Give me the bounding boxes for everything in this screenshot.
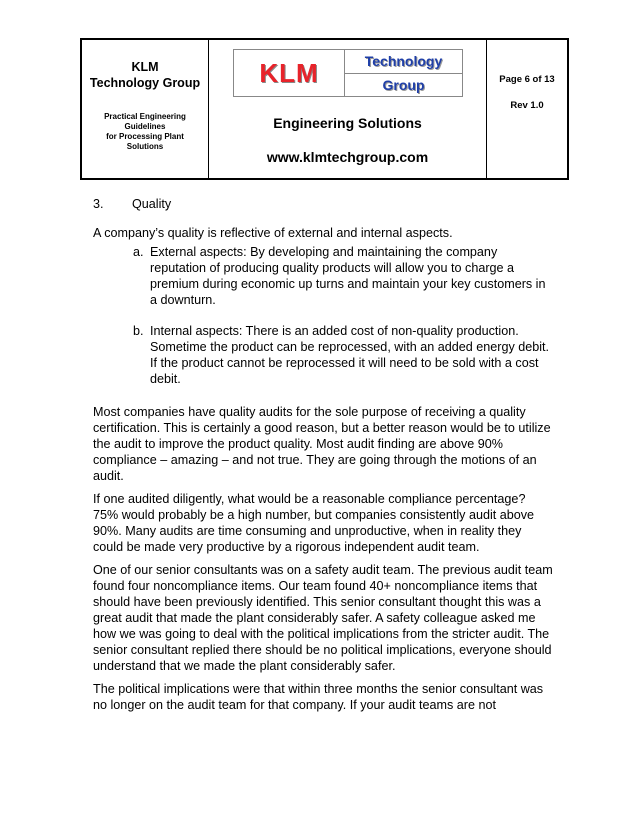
section-heading bbox=[93, 196, 553, 212]
logo-klm-text: KLM bbox=[234, 50, 345, 96]
list-item bbox=[93, 244, 553, 308]
paragraph-political: The political implications were that within three months the senior consultant was no longer on the audit team for that company. If your audit teams are not bbox=[93, 682, 544, 712]
paragraph-safety-audit: One of our senior consultants was on a safety audit team. The previous audit team found four noncompliance items. Our team found 40+ noncompliance items that should have been previously identified. This senior consultant thought this was a great audit that made the plant considerably safer. A safety colleague asked me how we was going to deal with the political implications from the stricter audit. The senior consultant replied there should be no political implications, everyone should understand that we made the plant considerably safer. bbox=[93, 563, 553, 673]
section-number: 3. bbox=[93, 197, 104, 211]
page-number: Page 6 of 13 bbox=[499, 74, 555, 85]
list-item bbox=[93, 323, 553, 387]
logo-technology-text: Technology bbox=[345, 50, 462, 74]
paragraph-audits: Most companies have quality audits for the sole purpose of receiving a quality certification. This is certainly a good reason, but a better reason would be to utilize the audit to improve the product quality. Most audit finding are above 90% compliance – amazing – and not true. They are going through the motions of an audit. bbox=[93, 405, 551, 483]
document-header bbox=[80, 38, 569, 180]
klm-logo bbox=[233, 49, 463, 97]
header-page-cell bbox=[487, 40, 567, 178]
revision: Rev 1.0 bbox=[510, 100, 544, 111]
list-item-text: External aspects: By developing and maintaining the company reputation of producing quality products will allow you to charge a premium during economic up turns and maintain your key customers in a downturn. bbox=[150, 245, 546, 307]
paragraph-compliance: If one audited diligently, what would be a reasonable compliance percentage? 75% would probably be a high number, but companies consistently audit above 90%. Many audits are time consuming and unproductive, when in reality they could be made very productive by a rigorous independent audit team. bbox=[93, 492, 535, 554]
company-name bbox=[82, 59, 208, 91]
company-name-line2: Technology Group bbox=[89, 76, 201, 90]
list-item-marker: b. bbox=[133, 324, 144, 338]
document-body bbox=[93, 196, 553, 713]
header-logo-cell bbox=[209, 40, 487, 178]
aspects-list bbox=[93, 244, 553, 387]
intro-paragraph: A company’s quality is reflective of external and internal aspects. bbox=[93, 226, 453, 240]
logo-group-text: Group bbox=[382, 76, 425, 93]
list-item-text: Internal aspects: There is an added cost of non-quality production. Sometime the product can be reprocessed, with an added energy debit. If the product cannot be reprocessed it will need to be sold with a cost debit. bbox=[150, 324, 550, 386]
guideline-title-line2: Guidelines bbox=[124, 122, 166, 131]
section-title: Quality bbox=[132, 197, 172, 211]
company-name-line1: KLM bbox=[131, 60, 159, 74]
guideline-title-line1: Practical Engineering bbox=[104, 112, 186, 121]
website-url: www.klmtechgroup.com bbox=[266, 149, 429, 165]
logo-right-panel bbox=[345, 50, 462, 96]
guideline-title bbox=[82, 112, 208, 152]
guideline-title-line3: for Processing Plant bbox=[106, 132, 184, 141]
header-company-cell bbox=[82, 40, 209, 178]
list-item-marker: a. bbox=[133, 245, 144, 259]
engineering-solutions: Engineering Solutions bbox=[273, 115, 422, 131]
guideline-title-line4: Solutions bbox=[126, 142, 164, 151]
